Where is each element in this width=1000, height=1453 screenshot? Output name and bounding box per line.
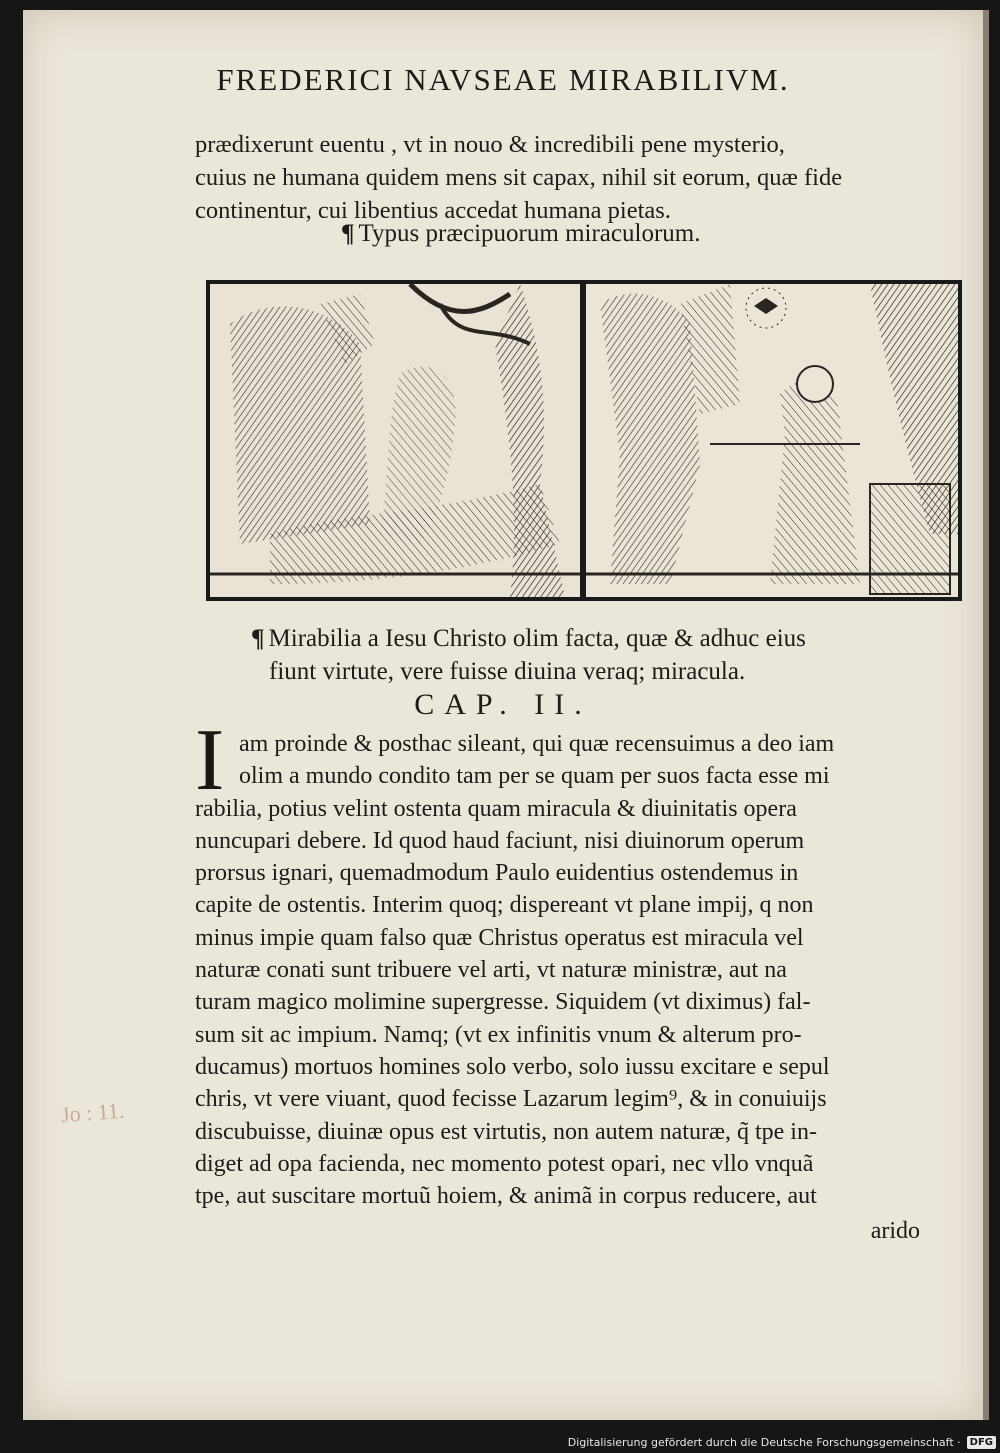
- text-line: rabilia, potius velint ostenta quam miracula & diuinitatis opera: [195, 795, 797, 822]
- dfg-logo: DFG: [967, 1436, 996, 1449]
- text-line: capite de ostentis. Interim quoq; dispereant vt plane impij, q non: [195, 892, 814, 919]
- text-line: chris, vt vere viuant, quod fecisse Lazarum legim⁹, & in conuiuijs: [195, 1086, 827, 1113]
- book-page: [23, 10, 989, 1420]
- text-line: turam magico molimine supergresse. Siquidem (vt diximus) fal-: [195, 989, 811, 1016]
- text-line: am proinde & posthac sileant, qui quæ recensuimus a deo iam: [239, 731, 835, 757]
- text-line: nuncupari debere. Id quod haud faciunt, nisi diuinorum operum: [195, 827, 805, 854]
- footer-text: Digitalisierung gefördert durch die Deutsche Forschungsgemeinschaft ·: [567, 1436, 961, 1449]
- text-line: ducamus) mortuos homines solo verbo, solo iussu excitare e sepul: [195, 1053, 830, 1080]
- figure-caption: ¶ Typus præcipuorum miraculorum.: [341, 220, 701, 247]
- text-line: discubuisse, diuinæ opus est virtutis, non autem naturæ, q̃ tpe in-: [195, 1118, 817, 1145]
- chapter-caption: ¶ Mirabilia a Iesu Christo olim facta, quæ & adhuc eius fiunt virtute, vere fuisse diuina veraq; miracula.: [251, 625, 806, 685]
- catchword: arido: [870, 1218, 920, 1244]
- text-line: sum sit ac impium. Namq; (vt ex infinitis vnum & alterum pro-: [195, 1021, 802, 1048]
- text-line: continentur, cui libentius accedat humana pietas.: [195, 197, 671, 224]
- chapter-body: [195, 728, 985, 1212]
- text-line: olim a mundo condito tam per se quam per suos facta esse mi: [239, 763, 830, 790]
- text-line: tpe, aut suscitare mortuũ hoiem, & animã in corpus reducere, aut: [195, 1183, 817, 1210]
- text-line: prædixerunt euentu , vt in nouo & incredibili pene mysterio,: [195, 131, 785, 158]
- chapter-title: CAP. II.: [414, 688, 592, 721]
- drop-initial: I: [195, 712, 225, 809]
- margin-note: Jo : 11.: [60, 1097, 126, 1128]
- text-line: cuius ne humana quidem mens sit capax, nihil sit eorum, quæ fide: [195, 164, 843, 191]
- woodcut-illustration: [206, 280, 962, 601]
- woodcut-image: [210, 284, 958, 597]
- text-line: minus impie quam falso quæ Christus operatus est miracula vel: [195, 924, 804, 951]
- intro-paragraph: [195, 128, 965, 227]
- text-line: naturæ conati sunt tribuere vel arti, vt naturæ ministræ, aut na: [195, 957, 787, 984]
- digitization-footer: [568, 1436, 996, 1449]
- pilcrow-icon: ¶: [341, 220, 355, 247]
- text-line: diget ad opa facienda, nec momento potest opari, nec vllo vnquã: [195, 1150, 814, 1177]
- running-header: FREDERICI NAVSEAE MIRABILIVM.: [216, 62, 790, 97]
- text-line: prorsus ignari, quemadmodum Paulo euidentius ostendemus in: [195, 860, 799, 887]
- pilcrow-icon: ¶: [251, 625, 265, 652]
